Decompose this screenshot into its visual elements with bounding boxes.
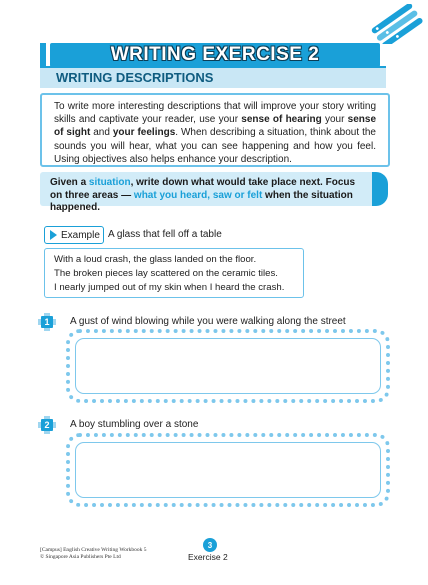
intro-paragraph: To write more interesting descriptions that will improve your story writing skills and captivate your reader, use your sense of hearing your sense of sight and your feelings. When describing a situation, think about the sounds you will hear, what you can see happening and how you feel. Using objectives also helps enhance your description. (54, 101, 377, 165)
example-line: With a loud crash, the glass landed on the floor. (54, 254, 257, 265)
question-number: 2 (41, 419, 53, 431)
instruction-cap (372, 172, 388, 206)
question-number: 1 (41, 316, 53, 328)
example-prompt: A glass that fell off a table (108, 229, 222, 240)
instruction-box (40, 172, 375, 213)
question-text: A boy stumbling over a stone (70, 419, 199, 430)
footer-copyright: © Singapore Asia Publishers Pte Ltd (40, 553, 121, 560)
title-banner (50, 43, 380, 67)
example-line: The broken pieces lay scattered on the ceramic tiles. (54, 268, 278, 279)
answer-box-1[interactable] (66, 329, 390, 403)
answer-box-2[interactable] (66, 433, 390, 507)
answer-input-1[interactable] (75, 338, 381, 394)
example-tag-label: Example (61, 229, 100, 241)
example-answer-box (44, 248, 304, 298)
answer-input-2[interactable] (75, 442, 381, 498)
corner-stripes-decoration (368, 4, 424, 44)
example-line: I nearly jumped out of my skin when I heard the crash. (54, 282, 285, 293)
title-accent-bar (40, 43, 46, 67)
instruction-text: Given a situation, write down what would take place next. Focus on three areas — what you heard, saw or felt when the situation happened. (50, 177, 356, 213)
footer-book-line: [Campus] English Creative Writing Workbook 5 (40, 547, 147, 553)
example-tag (44, 226, 104, 244)
page-number-badge: 3 (203, 538, 217, 552)
subtitle-strip (40, 66, 386, 88)
intro-box (40, 93, 390, 167)
footer-credits (40, 547, 147, 560)
section-subtitle: WRITING DESCRIPTIONS (56, 70, 214, 85)
page-label: Exercise 2 (188, 552, 228, 562)
question-text: A gust of wind blowing while you were walking along the street (70, 316, 346, 327)
play-arrow-icon (50, 230, 57, 240)
page-title: WRITING EXERCISE 2 (110, 44, 320, 65)
